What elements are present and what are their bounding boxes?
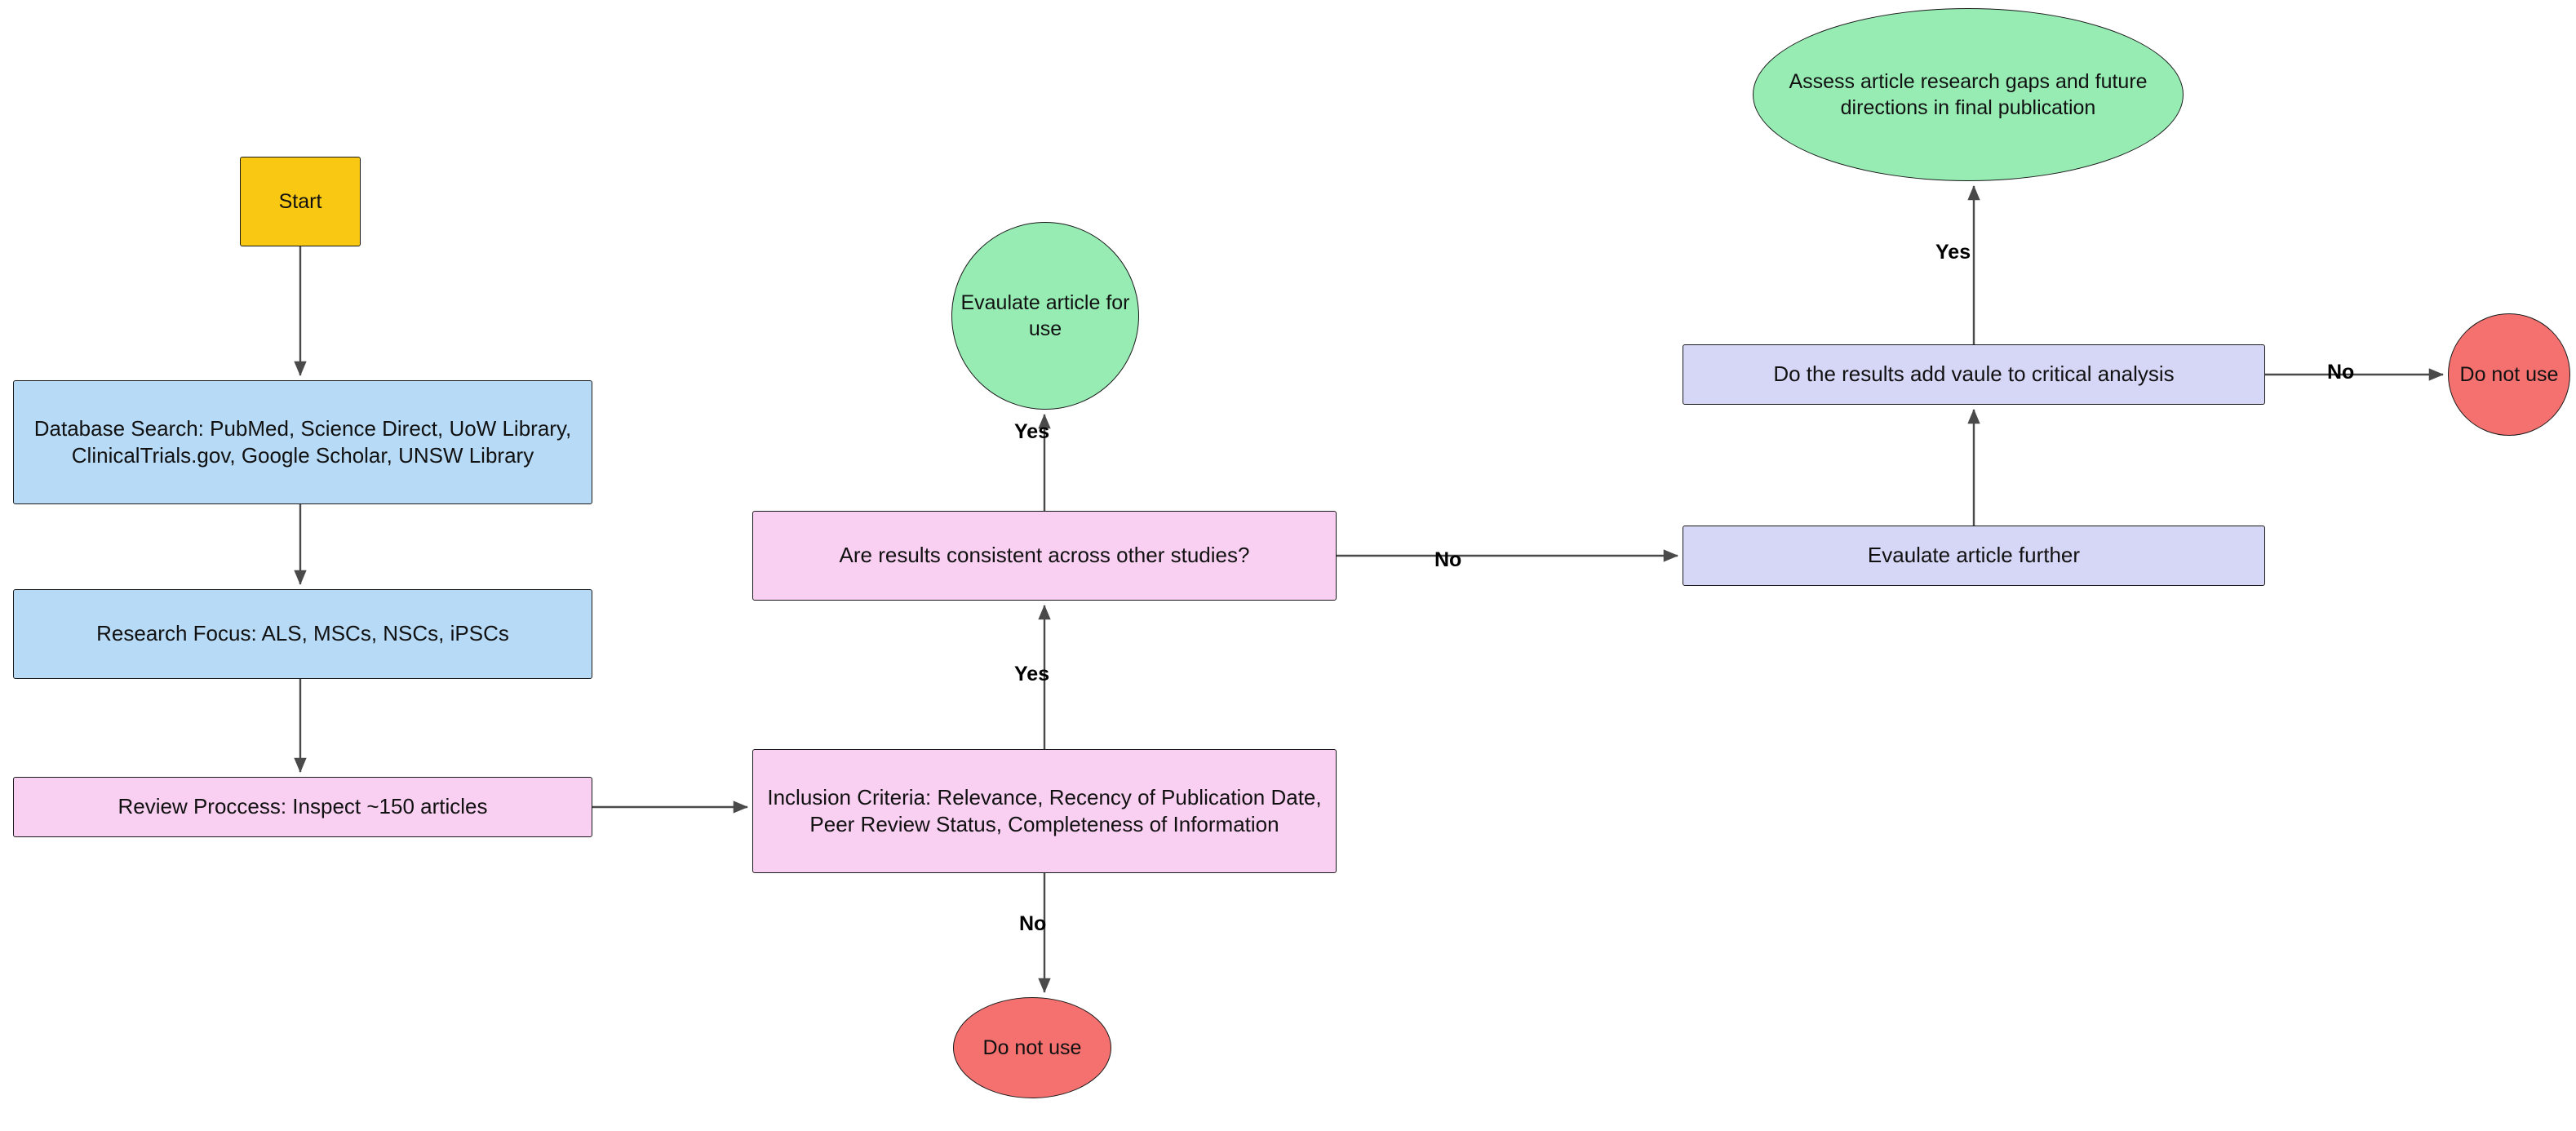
node-label-review-process: Review Proccess: Inspect ~150 articles [117, 794, 488, 819]
edge-label-yes-value-to-assess: Yes [1935, 241, 1971, 264]
node-database-search[interactable] [13, 380, 592, 504]
node-label-evaluate-article-further: Evaulate article further [1867, 543, 2081, 568]
node-research-focus[interactable] [13, 589, 592, 679]
node-start[interactable] [240, 157, 361, 246]
node-evaluate-article-further[interactable] [1683, 526, 2265, 586]
node-do-not-use-right[interactable] [2448, 313, 2570, 436]
node-assess-gaps[interactable] [1753, 8, 2184, 181]
node-label-research-focus: Research Focus: ALS, MSCs, NSCs, iPSCs [96, 621, 509, 646]
node-inclusion-criteria[interactable] [752, 749, 1337, 873]
node-do-not-use-bottom[interactable] [953, 997, 1111, 1098]
node-results-add-value[interactable] [1683, 344, 2265, 405]
node-review-process[interactable] [13, 777, 592, 837]
edge-label-yes-inclusion-to-consistent: Yes [1014, 663, 1050, 685]
edge-label-no-value-to-donotuse: No [2327, 361, 2355, 384]
node-label-start: Start [278, 190, 322, 213]
edge-label-yes-consistent-to-evaluate: Yes [1014, 420, 1050, 443]
node-label-do-not-use-bottom: Do not use [982, 1036, 1082, 1059]
node-evaluate-article-for-use[interactable] [951, 222, 1139, 410]
node-label-inclusion-criteria: Inclusion Criteria: Relevance, Recency of Publication Date, Peer Review Status, Completeness of Information [767, 784, 1322, 836]
edge-label-no-inclusion-to-donotuse: No [1019, 912, 1047, 935]
node-label-database-search: Database Search: PubMed, Science Direct, UoW Library, ClinicalTrials.gov, Google Scholar, UNSW Library [33, 415, 572, 468]
node-label-evaluate-article-for-use: Evaulate article for use [960, 291, 1130, 340]
edge-label-no-consistent-to-further: No [1434, 548, 1462, 571]
node-label-assess-gaps: Assess article research gaps and future directions in final publication [1789, 70, 2148, 119]
node-results-consistent[interactable] [752, 511, 1337, 601]
node-label-do-not-use-right: Do not use [2459, 363, 2559, 386]
node-label-results-consistent: Are results consistent across other studies? [839, 543, 1250, 568]
node-label-results-add-value: Do the results add vaule to critical analysis [1773, 361, 2175, 387]
